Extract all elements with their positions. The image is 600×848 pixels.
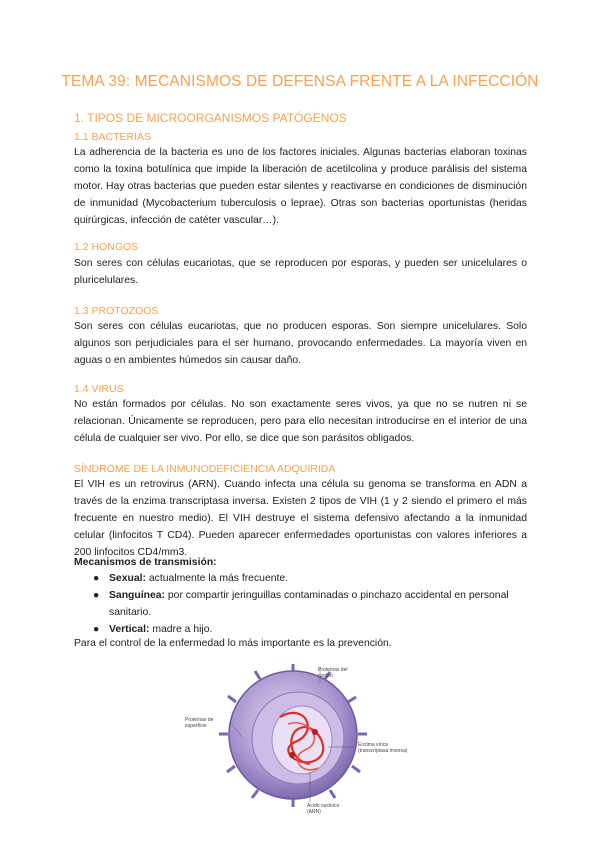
paragraph-sida: El VIH es un retrovirus (ARN). Cuando infecta una célula su genoma se transforma en ADN a través de la enzima transcriptasa inversa. Existen 2 tipos de VIH (1 y 2 siendo el primero el más frecuente en nuestro medio). El VIH destruye el sistema defensivo afectando a la inmunidad celular (linfocitos T CD4). Pueden aparecer enfermedades oportunistas con valores inferiores a 200 linfocitos CD4/mm3. — [74, 479, 527, 558]
label-enzima: Enzima vírica (transcriptasa inversa) — [358, 742, 408, 754]
enzyme-dot — [289, 752, 295, 758]
hiv-virus-figure — [180, 662, 410, 842]
section-heading-tipos: 1. TIPOS DE MICROORGANISMOS PATÓGENOS — [74, 111, 347, 125]
heading-hongos: 1.2 HONGOS — [74, 241, 139, 253]
label-nucleo: Proteínas del núcleo — [318, 667, 348, 679]
heading-sida: SÍNDROME DE LA INMUNODEFICIENCIA ADQUIRIDA — [74, 463, 336, 475]
paragraph-hongos: Son seres con células eucariotas, que se reproducen por esporas, y pueden ser unicelulares o pluricelulares. — [74, 258, 527, 286]
bullet-text: por compartir jeringuillas contaminadas o pinchazo accidental en personal sanitario. — [109, 590, 509, 618]
bullet-term: Vertical: — [109, 624, 150, 635]
paragraph-closing: Para el control de la enfermedad lo más importante es la prevención. — [74, 638, 392, 649]
paragraph-virus: No están formados por células. No son exactamente seres vivos, ya que no se nutren ni se relacionan. Únicamente se reproducen, pero para ello necesitan introducirse en el interior de una célula de cualquier ser vivo. Por ello, se dice que son parásitos obligados. — [74, 399, 527, 444]
heading-protozoos: 1.3 PROTOZOOS — [74, 305, 159, 317]
bullet-text: actualmente la más frecuente. — [145, 573, 289, 584]
bullet-term: Sanguínea: — [109, 590, 166, 601]
bullet-text: madre a hijo. — [149, 624, 213, 635]
transmission-heading: Mecanismos de transmisión: — [74, 557, 217, 568]
bullet-term: Sexual: — [109, 573, 146, 584]
label-superficie: Proteínas de superficie — [185, 717, 214, 729]
paragraph-protozoos: Son seres con células eucariotas, que no producen esporas. Son siempre unicelulares. Solo algunos son perjudiciales para el ser humano, provocando enfermedades. La mayoría viven en aguas o en ambientes húmedos sin causar daño. — [74, 321, 527, 366]
heading-virus: 1.4 VIRUS — [74, 383, 124, 395]
enzyme-dot — [312, 729, 318, 735]
page-title: TEMA 39: MECANISMOS DE DEFENSA FRENTE A LA INFECCIÓN — [61, 73, 539, 90]
label-acido: Ácido nucleico (ARN) — [307, 803, 340, 815]
list-item: ● Vertical: madre a hijo. — [93, 624, 213, 635]
heading-bacterias: 1.1 BACTERIAS — [74, 131, 152, 143]
list-item: ● Sanguínea: por compartir jeringuillas contaminadas o pinchazo accidental en personal sanitario. — [93, 590, 509, 618]
paragraph-bacterias: La adherencia de la bacteria es uno de los factores iniciales. Algunas bacterias elaboran toxinas como la toxina botulínica que impide la liberación de acetilcolina y produce parálisis del sistema motor. Hay otras bacterias que pueden estar silentes y reactivarse en condiciones de disminución de inmunidad (Mycobacterium tuberculosis o leprae). Otras son bacterias oportunistas (heridas quirúrgicas, infección de catéter vascular…). — [74, 147, 527, 226]
list-item: ● Sexual: actualmente la más frecuente. — [93, 573, 289, 584]
